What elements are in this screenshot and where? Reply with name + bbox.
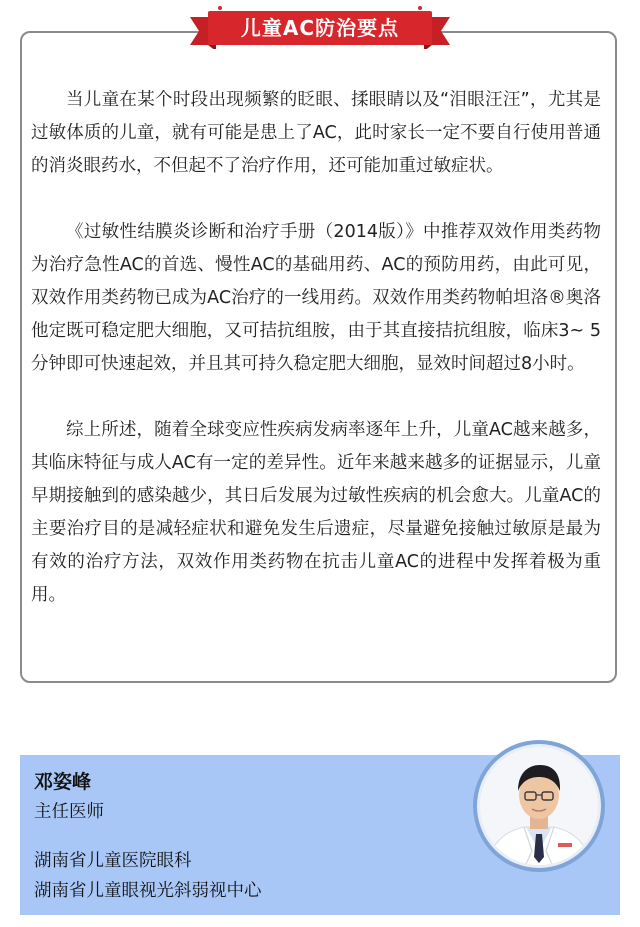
title-ribbon <box>190 5 450 49</box>
doctor-hospital: 湖南省儿童医院眼科 <box>34 851 192 871</box>
page-title: 儿童AC防治要点 <box>240 16 400 40</box>
article-body <box>31 84 601 612</box>
paragraph-3: 综上所述，随着全球变应性疾病发病率逐年上升，儿童AC越来越多，其临床特征与成人AC有一定的差异性。近年来越来越多的证据显示，儿童早期接触到的感染越少，其日后发展为过敏性疾病的机会愈大。儿童AC的主要治疗目的是减轻症状和避免发生后遗症，尽量避免接触过敏原是最为有效的治疗方法，双效作用类药物在抗击儿童AC的进程中发挥着极为重用。 <box>31 420 601 605</box>
doctor-title: 主任医师 <box>34 802 104 822</box>
doctor-center: 湖南省儿童眼视光斜弱视中心 <box>34 881 262 901</box>
paragraph-2: 《过敏性结膜炎诊断和治疗手册（2014版）》中推荐双效作用类药物为治疗急性AC的首选、慢性AC的基础用药、AC的预防用药，由此可见，双效作用类药物已成为AC治疗的一线用药。双效作用类药物帕坦洛®奥洛他定既可稳定肥大细胞，又可拮抗组胺，由于其直接拮抗组胺，临床3~ 5分钟即可快速起效，并且其可持久稳定肥大细胞，显效时间超过8小时。 <box>31 222 601 374</box>
doctor-avatar <box>472 739 606 873</box>
paragraph-1: 当儿童在某个时段出现频繁的眨眼、揉眼睛以及“泪眼汪汪”，尤其是过敏体质的儿童，就有可能是患上了AC，此时家长一定不要自行使用普通的消炎眼药水，不但起不了治疗作用，还可能加重过敏症状。 <box>31 90 601 176</box>
doctor-name: 邓姿峰 <box>34 771 92 793</box>
